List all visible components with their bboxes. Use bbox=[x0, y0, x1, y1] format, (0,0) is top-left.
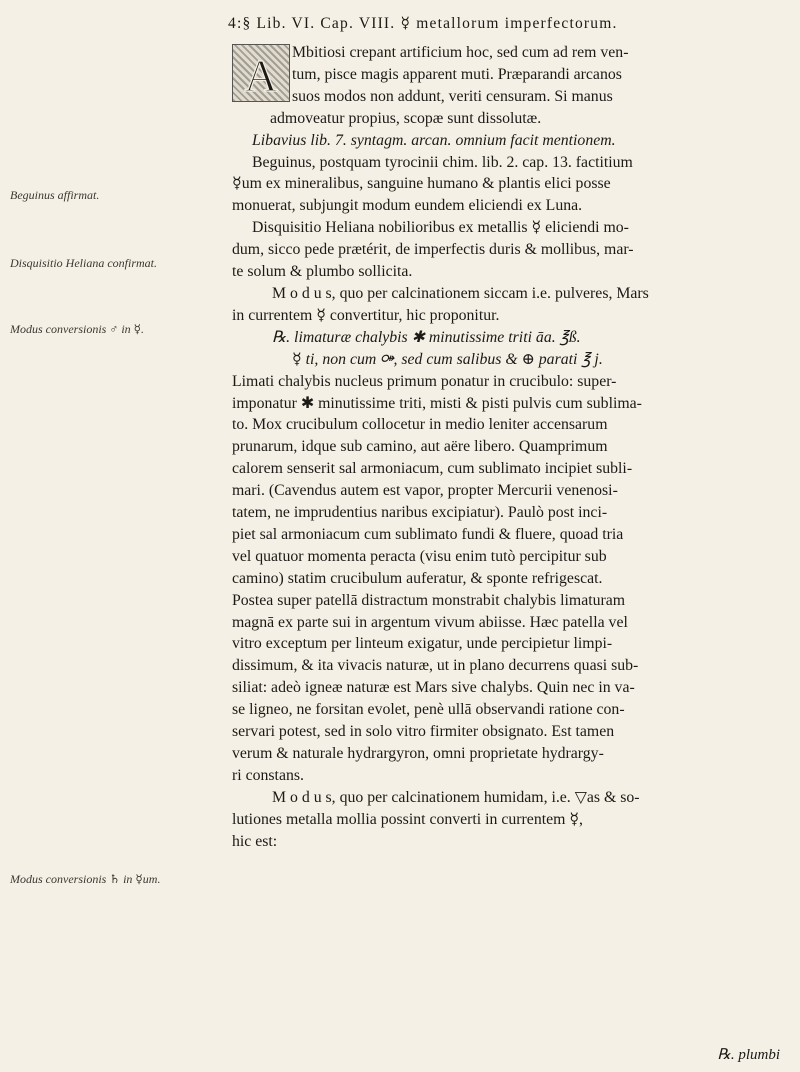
text-line: hic est: bbox=[232, 832, 278, 850]
margin-note: Disquisitio Heliana confirmat. bbox=[10, 256, 157, 270]
text-line: tatem, ne imprudentius naribus excipiatur). Paulò post inci- bbox=[232, 504, 608, 522]
svg-text:A: A bbox=[244, 50, 278, 101]
text-line: ℞. limaturæ chalybis ✱ minutissime triti āa. ℥ß. bbox=[272, 328, 581, 346]
text-line: Beguinus, postquam tyrocinii chim. lib. 2. cap. 13. factitium bbox=[252, 153, 633, 171]
text-line: admoveatur propius, scopæ sunt dissolutæ. bbox=[270, 109, 542, 127]
text-line: M o d u s, quo per calcinationem siccam i.e. pulveres, Mars bbox=[272, 284, 649, 302]
text-line: calorem senserit sal armoniacum, cum sublimato incipiet subli- bbox=[232, 460, 633, 478]
text-line: dum, sicco pede prætérit, de imperfectis duris & mollibus, mar- bbox=[232, 241, 634, 259]
main-text bbox=[232, 42, 788, 853]
running-header: 4:§ Lib. VI. Cap. VIII. ☿ metallorum imperfectorum. bbox=[228, 15, 618, 32]
text-line: imponatur ✱ minutissime triti, misti & pisti pulvis cum sublima- bbox=[232, 394, 642, 412]
text-line: camino) statim crucibulum auferatur, & sponte refrigescat. bbox=[232, 569, 603, 587]
catchword: ℞. plumbi bbox=[717, 1047, 780, 1063]
text-line: lutiones metalla mollia possint converti in currentem ☿, bbox=[232, 810, 584, 828]
text-line: monuerat, subjungit modum eundem eliciendi ex Luna. bbox=[232, 197, 583, 215]
text-line: siliat: adeò igneæ naturæ est Mars sive chalybs. Quin nec in va- bbox=[232, 679, 635, 697]
text-line: Disquisitio Heliana nobilioribus ex metallis ☿ eliciendi mo- bbox=[252, 219, 629, 237]
text-line: servari potest, sed in solo vitro firmiter obsignato. Est tamen bbox=[232, 723, 615, 741]
text-line: Postea super patellā distractum monstrabit chalybis limaturam bbox=[232, 591, 626, 609]
margin-note: Modus conversionis ♂ in ☿. bbox=[10, 322, 145, 336]
text-line: vel quatuor momenta peracta (visu enim tutò percipitur sub bbox=[232, 547, 607, 565]
text-line: se ligneo, ne forsitan evolet, penè ullā observandi ratione con- bbox=[232, 701, 625, 719]
text-line: ri constans. bbox=[232, 766, 304, 784]
text-line: dissimum, & ita vivacis naturæ, ut in plano decurrens quasi sub- bbox=[232, 657, 639, 675]
text-line: piet sal armoniacum cum sublimato fundi & fluere, quoad tria bbox=[232, 525, 624, 543]
text-line: in currentem ☿ convertitur, hic proponitur. bbox=[232, 306, 500, 324]
text-line: Limati chalybis nucleus primum ponatur in crucibulo: super- bbox=[232, 372, 617, 390]
text-line: Mbitiosi crepant artificium hoc, sed cum ad rem ven- bbox=[292, 44, 629, 61]
text-line: mari. (Cavendus autem est vapor, propter Mercurii venenosi- bbox=[232, 482, 618, 500]
text-line: M o d u s, quo per calcinationem humidam, i.e. ▽as & so- bbox=[272, 788, 640, 806]
text-line: ☿um ex mineralibus, sanguine humano & plantis elici posse bbox=[232, 175, 611, 193]
text-line: tum, pisce magis apparent muti. Præparandi arcanos bbox=[292, 65, 622, 83]
text-line: verum & naturale hydrargyron, omni proprietate hydrargy- bbox=[232, 745, 604, 762]
margin-note: Beguinus affirmat. bbox=[10, 188, 100, 202]
text-line: to. Mox crucibulum collocetur in medio leniter accensarum bbox=[232, 416, 608, 434]
text-line: te solum & plumbo sollicita. bbox=[232, 263, 413, 281]
text-line: magnā ex parte sui in argentum vivum abiisse. Hæc patella vel bbox=[232, 613, 628, 631]
text-line: ☿ ti, non cum ⚩, sed cum salibus & ⊕ parati ℥ j. bbox=[292, 350, 603, 368]
text-line: prunarum, idque sub camino, aut aëre libero. Quamprimum bbox=[232, 438, 608, 456]
text-line: suos modos non addunt, veriti censuram. Si manus bbox=[292, 87, 613, 105]
text-line: Libavius lib. 7. syntagm. arcan. omnium facit mentionem. bbox=[252, 131, 616, 149]
margin-note: Modus conversionis ♄ in ☿um. bbox=[10, 872, 161, 886]
text-line: vitro exceptum per linteum exigatur, unde percipietur limpi- bbox=[232, 635, 613, 653]
